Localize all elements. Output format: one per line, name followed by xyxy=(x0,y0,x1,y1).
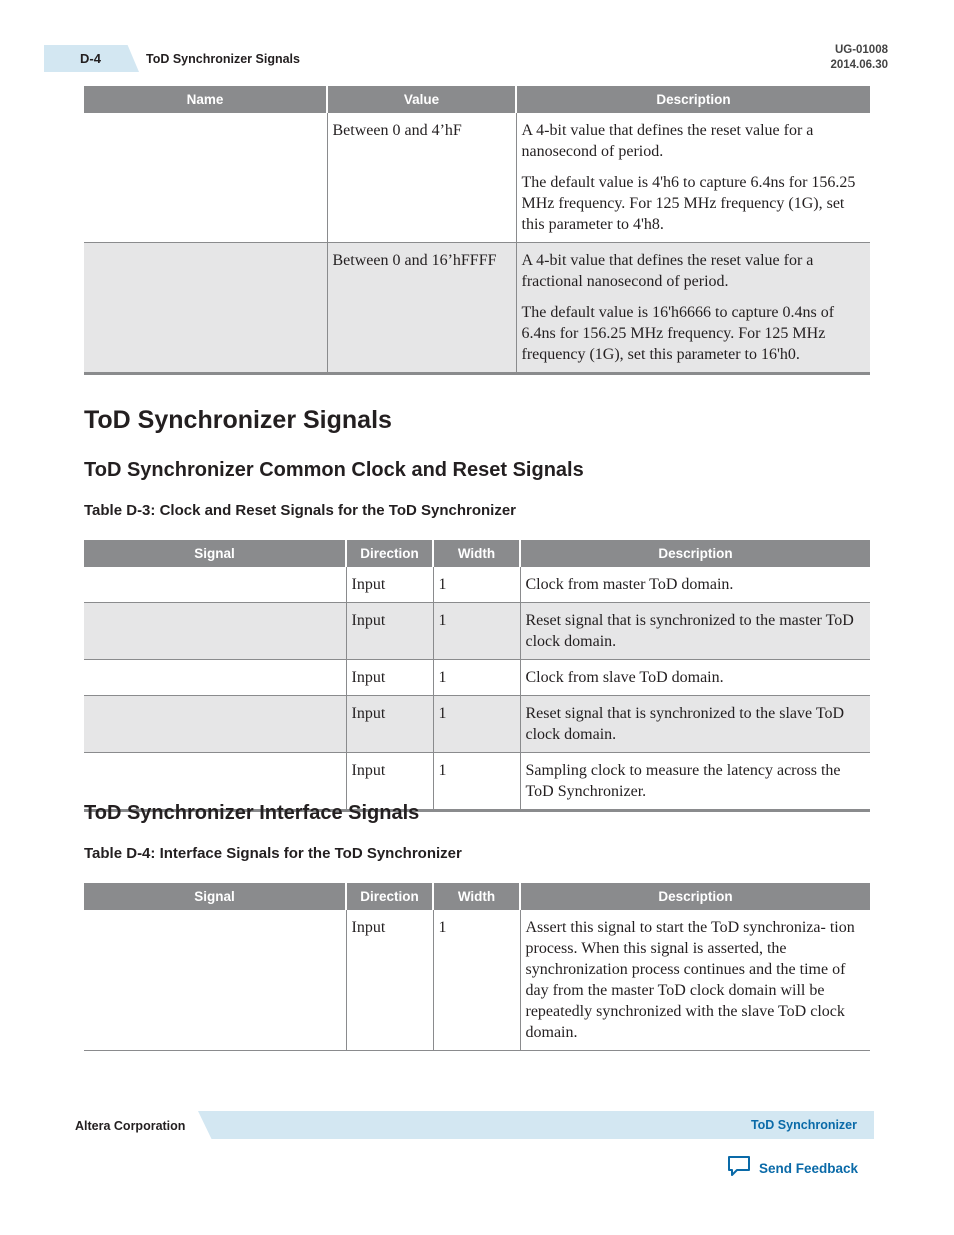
table-row xyxy=(84,660,870,696)
direction-cell: Input xyxy=(346,567,433,603)
description-paragraph: A 4-bit value that defines the reset value for a fractional nanosecond of period. xyxy=(521,252,814,290)
col-header-width: Width xyxy=(433,883,520,910)
col-header-direction: Direction xyxy=(346,883,433,910)
header-section-title: ToD Synchronizer Signals xyxy=(146,52,300,66)
param-name-cell xyxy=(84,113,327,243)
table-d3-caption: Table D-3: Clock and Reset Signals for the ToD Synchronizer xyxy=(84,502,517,519)
description-cell: Clock from slave ToD domain. xyxy=(520,660,870,696)
send-feedback-link[interactable] xyxy=(727,1155,858,1182)
subsection-title-interface: ToD Synchronizer Interface Signals xyxy=(84,802,420,824)
table-d4-caption: Table D-4: Interface Signals for the ToD Synchronizer xyxy=(84,845,462,862)
signal-cell xyxy=(84,910,346,1051)
description-cell: Reset signal that is synchronized to the master ToD clock domain. xyxy=(520,603,870,660)
col-header-description: Description xyxy=(516,86,870,113)
signal-cell xyxy=(84,603,346,660)
col-header-width: Width xyxy=(433,540,520,567)
col-header-value: Value xyxy=(327,86,516,113)
direction-cell: Input xyxy=(346,660,433,696)
table-row xyxy=(84,910,870,1051)
width-cell: 1 xyxy=(433,660,520,696)
direction-cell: Input xyxy=(346,603,433,660)
signal-cell xyxy=(84,567,346,603)
width-cell: 1 xyxy=(433,910,520,1051)
direction-cell: Input xyxy=(346,696,433,753)
param-name-cell xyxy=(84,243,327,374)
parameter-table xyxy=(84,86,870,375)
interface-signals-table xyxy=(84,883,870,1051)
description-cell: Sampling clock to measure the latency across the ToD Synchronizer. xyxy=(520,753,870,811)
param-description-cell xyxy=(516,243,870,374)
description-cell: Assert this signal to start the ToD synchroniza- tion process. When this signal is asserted, the synchronization process continues and the time of day from the master ToD clock domain will be repeatedly synchronized with the slave ToD clock domain. xyxy=(520,910,870,1051)
doc-id-block xyxy=(830,43,888,73)
width-cell: 1 xyxy=(433,603,520,660)
table-row xyxy=(84,113,870,243)
direction-cell: Input xyxy=(346,910,433,1051)
width-cell: 1 xyxy=(433,696,520,753)
footer-chapter-link[interactable]: ToD Synchronizer xyxy=(750,1118,857,1132)
signal-cell xyxy=(84,696,346,753)
param-value-cell: Between 0 and 4’hF xyxy=(327,113,516,243)
description-cell: Clock from master ToD domain. xyxy=(520,567,870,603)
col-header-description: Description xyxy=(520,883,870,910)
section-title: ToD Synchronizer Signals xyxy=(84,406,392,434)
col-header-signal: Signal xyxy=(84,540,346,567)
col-header-direction: Direction xyxy=(346,540,433,567)
param-description-cell xyxy=(516,113,870,243)
description-paragraph: The default value is 4'h6 to capture 6.4ns for 156.25 MHz frequency. For 125 MHz frequency (1G), set this parameter to 4'h8. xyxy=(521,174,856,233)
width-cell: 1 xyxy=(433,753,520,811)
subsection-title-clock-reset: ToD Synchronizer Common Clock and Reset Signals xyxy=(84,459,584,481)
col-header-description: Description xyxy=(520,540,870,567)
col-header-signal: Signal xyxy=(84,883,346,910)
footer-company: Altera Corporation xyxy=(75,1119,186,1133)
direction-cell: Input xyxy=(346,753,433,811)
param-value-cell: Between 0 and 16’hFFFF xyxy=(327,243,516,374)
width-cell: 1 xyxy=(433,567,520,603)
description-paragraph: A 4-bit value that defines the reset value for a nanosecond of period. xyxy=(521,122,814,160)
speech-bubble-icon xyxy=(727,1155,751,1182)
signal-cell xyxy=(84,660,346,696)
clock-reset-signals-table xyxy=(84,540,870,812)
table-row xyxy=(84,696,870,753)
table-row xyxy=(84,243,870,374)
page-number: D-4 xyxy=(80,51,101,66)
doc-id: UG-01008 xyxy=(834,44,888,56)
send-feedback-label: Send Feedback xyxy=(759,1161,859,1176)
doc-date: 2014.06.30 xyxy=(830,59,888,71)
description-paragraph: The default value is 16'h6666 to capture 0.4ns of 6.4ns for 156.25 MHz frequency. For 125 MHz frequency (1G), set this parameter to 16'h0. xyxy=(521,304,835,363)
table-row xyxy=(84,567,870,603)
description-cell: Reset signal that is synchronized to the slave ToD clock domain. xyxy=(520,696,870,753)
table-row xyxy=(84,603,870,660)
col-header-name: Name xyxy=(84,86,327,113)
